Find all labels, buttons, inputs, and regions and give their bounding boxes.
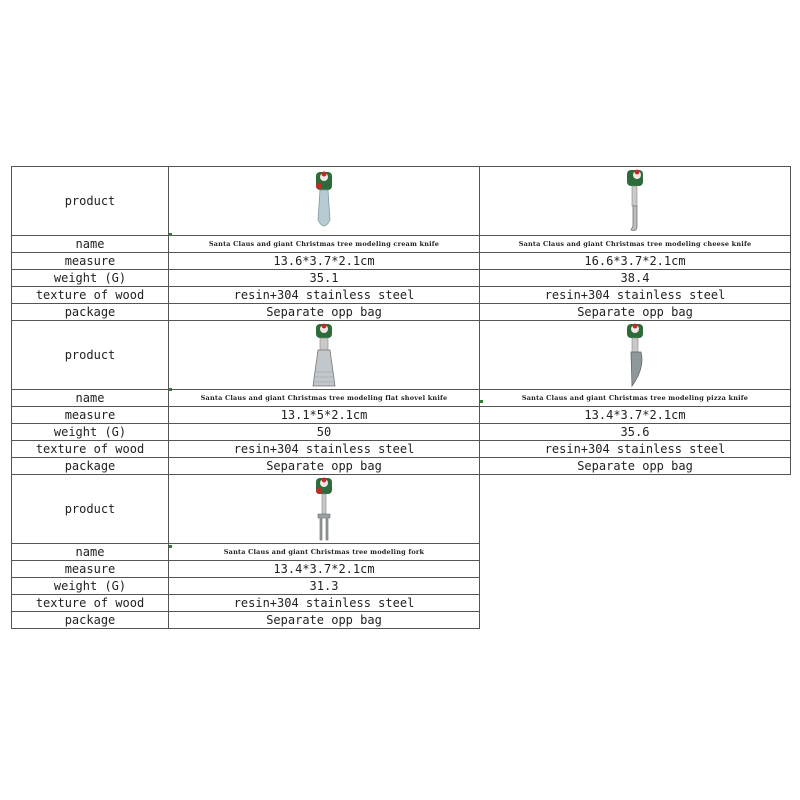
fork-icon [304, 476, 344, 542]
product-weight: 35.1 [169, 270, 480, 287]
product-weight: 50 [169, 424, 480, 441]
product-name: Santa Claus and giant Christmas tree modeling flat shovel knife [169, 390, 480, 407]
product-package: Separate opp bag [480, 304, 791, 321]
product-name: Santa Claus and giant Christmas tree modeling cheese knife [480, 236, 791, 253]
measure-label: measure [12, 561, 169, 578]
product-name: Santa Claus and giant Christmas tree modeling fork [169, 544, 480, 561]
product-spec-table [11, 166, 791, 629]
cell-marker [169, 233, 172, 236]
product-measure: 13.4*3.7*2.1cm [169, 561, 480, 578]
cream-knife-icon [304, 168, 344, 234]
product-measure: 13.4*3.7*2.1cm [480, 407, 791, 424]
texture-label: texture of wood [12, 441, 169, 458]
name-label: name [12, 390, 169, 407]
product-name: Santa Claus and giant Christmas tree modeling cream knife [169, 236, 480, 253]
product-measure: 13.6*3.7*2.1cm [169, 253, 480, 270]
cell-marker [169, 545, 172, 548]
package-label: package [12, 304, 169, 321]
texture-label: texture of wood [12, 595, 169, 612]
package-label: package [12, 458, 169, 475]
product-weight: 31.3 [169, 578, 480, 595]
product-name: Santa Claus and giant Christmas tree modeling pizza knife [480, 390, 791, 407]
product-measure: 13.1*5*2.1cm [169, 407, 480, 424]
product-texture: resin+304 stainless steel [480, 287, 791, 304]
product-package: Separate opp bag [169, 612, 480, 629]
product-weight: 38.4 [480, 270, 791, 287]
cheese-knife-icon [615, 168, 655, 234]
measure-label: measure [12, 253, 169, 270]
product-texture: resin+304 stainless steel [169, 595, 480, 612]
product-image-cell [480, 167, 791, 236]
product-image-cell [480, 321, 791, 390]
cell-marker [169, 388, 172, 391]
package-label: package [12, 612, 169, 629]
product-package: Separate opp bag [480, 458, 791, 475]
weight-label: weight (G) [12, 424, 169, 441]
product-label: product [12, 321, 169, 390]
weight-label: weight (G) [12, 578, 169, 595]
product-image-cell [169, 321, 480, 390]
cell-marker [480, 400, 483, 403]
product-label: product [12, 475, 169, 544]
product-image-cell [169, 475, 480, 544]
product-texture: resin+304 stainless steel [480, 441, 791, 458]
product-image-cell [169, 167, 480, 236]
product-measure: 16.6*3.7*2.1cm [480, 253, 791, 270]
product-texture: resin+304 stainless steel [169, 287, 480, 304]
flat-shovel-knife-icon [304, 322, 344, 388]
product-weight: 35.6 [480, 424, 791, 441]
measure-label: measure [12, 407, 169, 424]
name-label: name [12, 544, 169, 561]
product-package: Separate opp bag [169, 304, 480, 321]
product-label: product [12, 167, 169, 236]
weight-label: weight (G) [12, 270, 169, 287]
texture-label: texture of wood [12, 287, 169, 304]
product-texture: resin+304 stainless steel [169, 441, 480, 458]
name-label: name [12, 236, 169, 253]
pizza-knife-icon [615, 322, 655, 388]
product-package: Separate opp bag [169, 458, 480, 475]
